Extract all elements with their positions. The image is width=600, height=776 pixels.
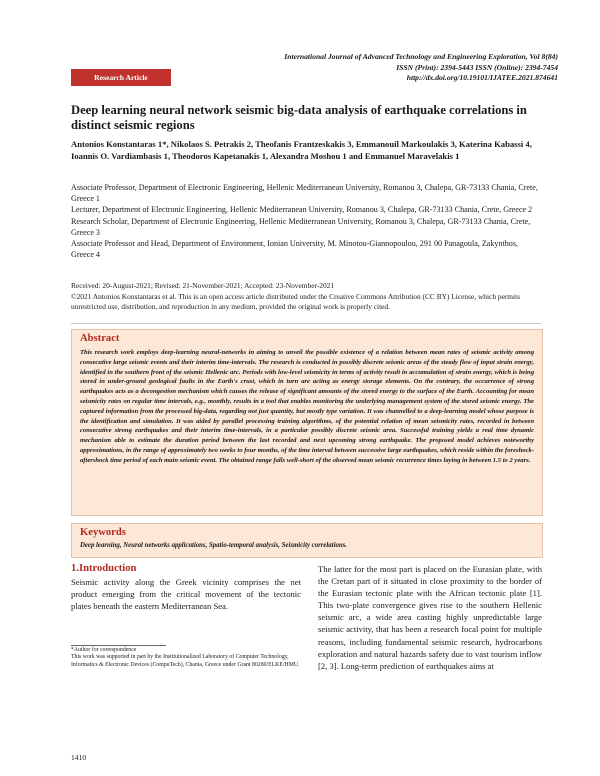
intro-paragraph-left: Seismic activity along the Greek vicinity comprises the net product emerging from the critical movement of the tectonic plates beneath the eastern Mediterranean Sea. (71, 577, 301, 612)
abstract-heading: Abstract (80, 333, 120, 344)
affiliation-4: Associate Professor and Head, Department of Environment, Ionian University, M. Minotou-Giannopoulou, 291 00 Panagoula, Zakynthos, Greece 4 (71, 239, 519, 260)
article-dates (71, 281, 541, 313)
journal-name: International Journal of Advanced Technology and Engineering Exploration, Vol 8(84) (284, 52, 558, 61)
affiliation-2: Lecturer, Department of Electronic Engineering, Hellenic Mediterranean University, Romanou 3, Chalepa, GR-73133 Chania, Crete, Greece 2 (71, 205, 533, 215)
intro-left-column (71, 576, 301, 612)
affiliations (71, 182, 541, 260)
intro-paragraph-right: The latter for the most part is placed on the Eurasian plate, with the Cretan part of it situated in close proximity to the border of the Eurasian tectonic plate with the African tectonic plate [1]. This two-plate convergence gives rise to the southern Hellenic seismic arc, a wide area casting highly unpredictable large seismic activity, that has been a research focal point for multiple reasons, including fundamental seismic research, hydrocarbons exploration and natural hazards safety due to vast tourism inflow [2, 3]. Long-term prediction of earthquakes aims at (318, 564, 542, 671)
page-number: 1410 (71, 753, 87, 762)
journal-doi: http://dx.doi.org/10.19101/IJATEE.2021.874641 (406, 73, 558, 83)
abstract-text: This research work employs deep-learning neural-networks in aiming to unveil the possible existence of a relation between mean rates of seismic activity among consecutive large seismic events and their interim time-intervals. The research is conducted in possibly discrete seismic areas of the steady flow of input strain energy, identified in the southern front of the seismic Hellenic arc. Periods with low-level seismicity in terms of activity result in accumulation of strain energy, which is being stored in under-ground geological faults in the Earth's crust, which in turn are acting as energy storage elements. On the contrary, the occurrence of strong earthquakes acts as a decongestion mechanism which causes the release of significant amounts of the stored energy to the surface of the Earth. Accounting for mean seismicity rates on regular time intervals, e.g., monthly, results in a tool that enables monitoring the underlying management system of the stored seismic energy. The captured information from the processed big-data, regarding not just quantity, but mostly type variation. It was channelled to a deep-learning model whose purpose is the identification and simulation. It was aided by parallel processing training algorithms, of the potential relation of mean seismicity rates, recorded in between consecutive strong earthquakes and their interim time-intervals, in a particular possibly discrete seismic area. Successful training yields a real time dynamic mechanism able to estimate the duration period between the last recorded and next upcoming strong earthquake. The proposed model achieves noteworthy approximations, in the range of approximately two weeks to four months, of the time interval between successive large earthquakes, which reside within the foreshock-aftershock time period of each main seismic event. The obtained range falls well-short of the observed mean seismic recurrence times laying in between 1.5 to 2 years. (80, 349, 534, 464)
footnote (71, 647, 301, 669)
license-text: ©2021 Antonios Konstantaras et al. This is an open access article distributed under the Creative Commons Attribution (CC BY) License, which permits unrestricted use, distribution, and reproduction in any medium, provided the original work is properly cited. (71, 291, 521, 312)
footnote-divider (71, 645, 166, 646)
keywords-heading: Keywords (80, 527, 126, 538)
affiliation-1: Associate Professor, Department of Electronic Engineering, Hellenic Mediterranean University, Romanou 3, Chalepa, GR-73133 Chania, Crete, Greece 1 (71, 183, 538, 204)
received-dates: Received: 20-August-2021; Revised: 21-November-2021; Accepted: 23-November-2021 (71, 281, 335, 290)
paper-title: Deep learning neural network seismic big-data analysis of earthquake correlations in distinct seismic regions (71, 103, 527, 132)
affiliation-3: Research Scholar, Department of Electronic Engineering, Hellenic Mediterranean University, Romanou 3, Chalepa, GR-73133 Chania, Crete, Greece 3 (71, 216, 531, 237)
section-heading-introduction: 1.Introduction (71, 563, 137, 574)
abstract-box (71, 329, 543, 516)
intro-right-column (318, 563, 542, 672)
authors-text: Antonios Konstantaras 1*, Nikolaos S. Petrakis 2, Theofanis Frantzeskakis 3, Emmanouil Markoulakis 3, Katerina Kabassi 4, Ioannis O. Vardiambasis 1, Theodoros Kapetanakis 1, Alexandra Moshou 1 and Emmanuel Maravelakis 1 (71, 139, 532, 161)
keywords-text: Deep learning, Neural networks applications, Spatio-temporal analysis, Seismicity correlations. (80, 542, 347, 549)
footnote-corresponding: *Author for correspondence (71, 647, 137, 653)
journal-issn: ISSN (Print): 2394-5443 ISSN (Online): 2394-7454 (396, 62, 558, 72)
article-type-badge: Research Article (71, 69, 171, 86)
divider (71, 323, 541, 324)
keywords-box (71, 523, 543, 558)
author-list (71, 139, 541, 162)
footnote-support: This work was supported in part by the Institutionalized Laboratory of Computer Technology, Informatics & Electronic Devices (CompuTech), Chania, Greece under Grant 80280/ELKE/HMU. (71, 654, 300, 668)
journal-header (150, 52, 558, 84)
